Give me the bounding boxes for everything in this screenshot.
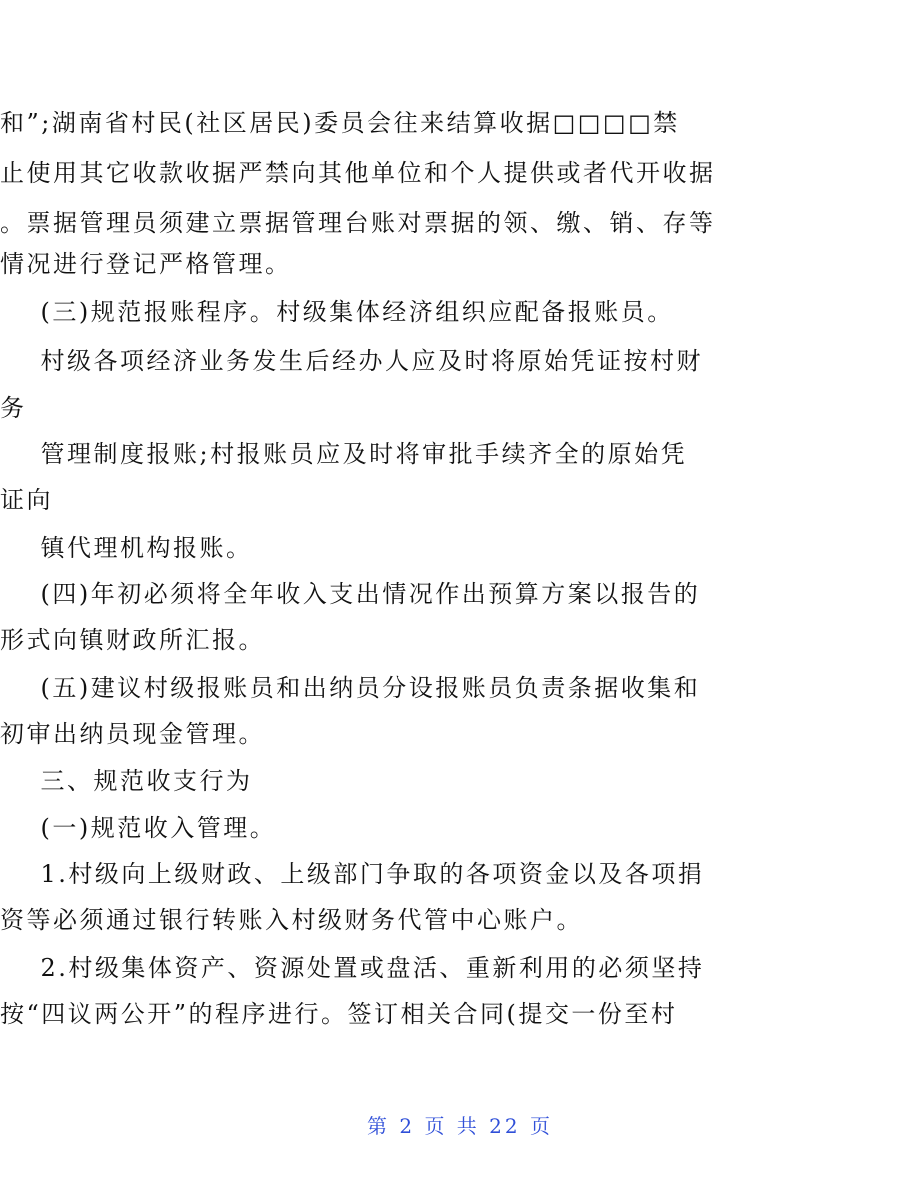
body-line: 形式向镇财政所汇报。 bbox=[0, 626, 265, 654]
body-line: 资等必须通过银行转账入村级财务代管中心账户。 bbox=[0, 906, 583, 934]
body-line: 和”;湖南省村民(社区居民)委员会往来结算收据□□□□禁 bbox=[0, 109, 680, 137]
body-line: 1.村级向上级财政、上级部门争取的各项资金以及各项捐 bbox=[0, 860, 705, 888]
page-number-footer: 第 2 页 共 22 页 bbox=[367, 1114, 553, 1138]
body-line: 镇代理机构报账。 bbox=[0, 534, 253, 562]
body-line: 初审出纳员现金管理。 bbox=[0, 720, 265, 748]
body-line: (三)规范报账程序。村级集体经济组织应配备报账员。 bbox=[0, 298, 674, 326]
body-line: 管理制度报账;村报账员应及时将审批手续齐全的原始凭 bbox=[0, 440, 688, 468]
body-line: 证向 bbox=[0, 486, 53, 514]
body-line: (四)年初必须将全年收入支出情况作出预算方案以报告的 bbox=[0, 580, 701, 608]
body-line: 情况进行登记严格管理。 bbox=[0, 250, 292, 278]
body-line: 务 bbox=[0, 394, 27, 422]
body-line: (一)规范收入管理。 bbox=[0, 814, 277, 842]
body-line: 2.村级集体资产、资源处置或盘活、重新利用的必须坚持 bbox=[0, 954, 705, 982]
body-line: 村级各项经济业务发生后经办人应及时将原始凭证按村财 bbox=[0, 347, 704, 375]
body-line: 按“四议两公开”的程序进行。签订相关合同(提交一份至村 bbox=[0, 1000, 678, 1028]
body-line: 。票据管理员须建立票据管理台账对票据的领、缴、销、存等 bbox=[0, 209, 716, 237]
body-line: (五)建议村级报账员和出纳员分设报账员负责条据收集和 bbox=[0, 674, 701, 702]
body-line: 三、规范收支行为 bbox=[0, 767, 253, 795]
body-line: 止使用其它收款收据严禁向其他单位和个人提供或者代开收据 bbox=[0, 159, 716, 187]
